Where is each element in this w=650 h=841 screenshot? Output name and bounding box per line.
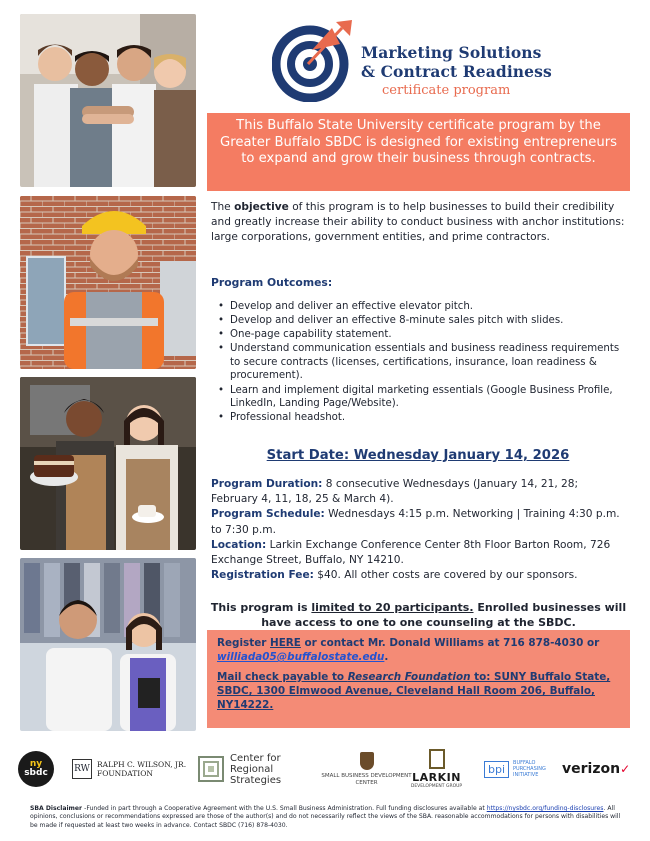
bpi-mark: bpi (484, 761, 509, 778)
center-regional-strategies-logo (197, 745, 307, 793)
list-item: • Develop and deliver an effective 8-minute sales pitch with slides. (218, 314, 628, 328)
bpi-text: BUFFALO PURCHASING INITIATIVE (513, 760, 546, 778)
target-arrow-logo-icon (272, 18, 356, 102)
program-title-line1: Marketing Solutions (361, 43, 542, 62)
limit-prefix: This program is (210, 601, 312, 614)
list-item: • Develop and deliver an effective elevator pitch. (218, 300, 628, 314)
crs-line2: Regional (230, 763, 274, 775)
sba-disclaimer (30, 805, 626, 830)
program-title-line2: & Contract Readiness (361, 62, 552, 81)
crs-mark-icon (197, 755, 225, 783)
program-subtitle: certificate program (382, 83, 511, 98)
nysbdc-logo (18, 751, 54, 787)
register-box (207, 630, 630, 728)
disclaimer-text: -Funded in part through a Cooperative Agreement with the U.S. Small Business Administration. Full funding disclosures available at (84, 805, 487, 812)
mail-check-line (217, 670, 620, 712)
location-label: Location: (211, 538, 267, 551)
outcomes-heading: Program Outcomes: (211, 276, 333, 289)
ralph-wilson-sub: FOUNDATION (97, 769, 153, 778)
program-details (211, 477, 627, 583)
crs-line3: Strategies (230, 774, 282, 786)
intro-banner: This Buffalo State University certificate program by the Greater Buffalo SBDC is designed for existing entrepreneurs to expand and grow their business through contracts. (207, 113, 630, 191)
fee-text: $40. All other costs are covered by our sponsors. (313, 569, 578, 582)
photo-dry-cleaners (20, 558, 196, 731)
nysbdc-top: ny (29, 759, 43, 769)
schedule-label: Program Schedule: (211, 508, 325, 521)
objective-paragraph (211, 200, 627, 246)
larkin-name: LARKIN (412, 771, 461, 784)
ralph-wilson-name: RALPH C. WILSON, JR. (97, 760, 187, 769)
disclaimer-link[interactable]: https://nysbdc.org/funding-disclosures (486, 805, 604, 812)
larkin-sub: DEVELOPMENT GROUP (410, 784, 463, 789)
location-text: Larkin Exchange Conference Center 8th Floor Barton Room, 726 Exchange Street, Buffalo, NY 14210. (211, 538, 611, 567)
larkin-logo (404, 745, 469, 793)
crs-line1: Center for (230, 752, 281, 764)
verizon-name: verizon (562, 761, 621, 777)
register-line (217, 636, 620, 664)
limit-suffix: Enrolled businesses will have access to one to one counseling at the SBDC. (261, 601, 627, 629)
objective-text: of this program is to help businesses to build their credibility and greatly increase their ability to conduct business with anchor institutions: large corporations, government entities, and prime contractors. (211, 201, 625, 244)
mail-payee: Research Foundation (347, 671, 471, 683)
verizon-logo (562, 745, 636, 793)
start-date-heading: Start Date: Wednesday January 14, 2026 (266, 448, 570, 463)
list-item: • Understand communication essentials and business readiness requirements to secure contracts (licenses, certifications, insurance, loan readiness & procurement). (218, 342, 628, 383)
list-item: • One-page capability statement. (218, 328, 628, 342)
limit-emphasis: limited to 20 participants. (311, 601, 474, 614)
participants-limit-note (207, 600, 630, 630)
schedule-text: Wednesdays 4:15 p.m. Networking | Training 4:30 p.m. to 7:30 p.m. (211, 508, 620, 536)
fee-label: Registration Fee: (211, 569, 314, 582)
sbdc-center-text: SMALL BUSINESS DEVELOPMENT CENTER (321, 773, 412, 786)
duration-label: Program Duration: (211, 478, 323, 490)
contact-email-link[interactable]: williada05@buffalostate.edu (217, 651, 385, 663)
register-contact: or contact Mr. Donald Williams at 716 878-4030 or (300, 637, 600, 649)
sponsor-logos (14, 745, 636, 793)
disclaimer-lead: SBA Disclaimer (30, 805, 85, 812)
ralph-wilson-mark: RW (72, 759, 92, 779)
photo-team-hands (20, 14, 196, 187)
list-item: • Professional headshot. (218, 411, 628, 425)
register-period: . (384, 651, 389, 663)
mail-prefix: Mail check payable to (217, 671, 348, 683)
photo-bakers (20, 377, 196, 550)
disclaimer-rest: . All opinions, conclusions or recommendations expressed are those of the author(s) and do not necessarily reflect the views of the SBA. reasonable accommodations for persons with disabilities will be made if requested at least two weeks in advance. Contact SBDC (716) 878-4030. (30, 805, 621, 829)
nysbdc-bottom: sbdc (24, 768, 48, 778)
register-here-link[interactable]: HERE (270, 637, 301, 649)
list-item: • Learn and implement digital marketing essentials (Google Business Profile, LinkedIn, Landing Page/Website). (218, 384, 628, 411)
sbdc-center-logo (319, 745, 414, 793)
shield-icon (360, 752, 374, 770)
photo-construction-worker (20, 196, 196, 369)
bpi-logo (484, 745, 564, 793)
register-word: Register (217, 637, 270, 649)
duration-text: 8 consecutive Wednesdays (January 14, 21, 28; February 4, 11, 18, 25 & March 4). (211, 478, 579, 506)
outcomes-list (218, 300, 628, 425)
mail-suffix: to: SUNY Buffalo State, SBDC, 1300 Elmwood Avenue, Cleveland Hall Room 206, Buffalo, NY14222. (217, 671, 611, 711)
objective-prefix: The (211, 201, 235, 213)
ralph-wilson-logo (72, 745, 187, 793)
verizon-check-icon: ✓ (620, 762, 631, 776)
objective-keyword: objective (234, 201, 289, 213)
larkin-mark-icon (429, 749, 445, 769)
